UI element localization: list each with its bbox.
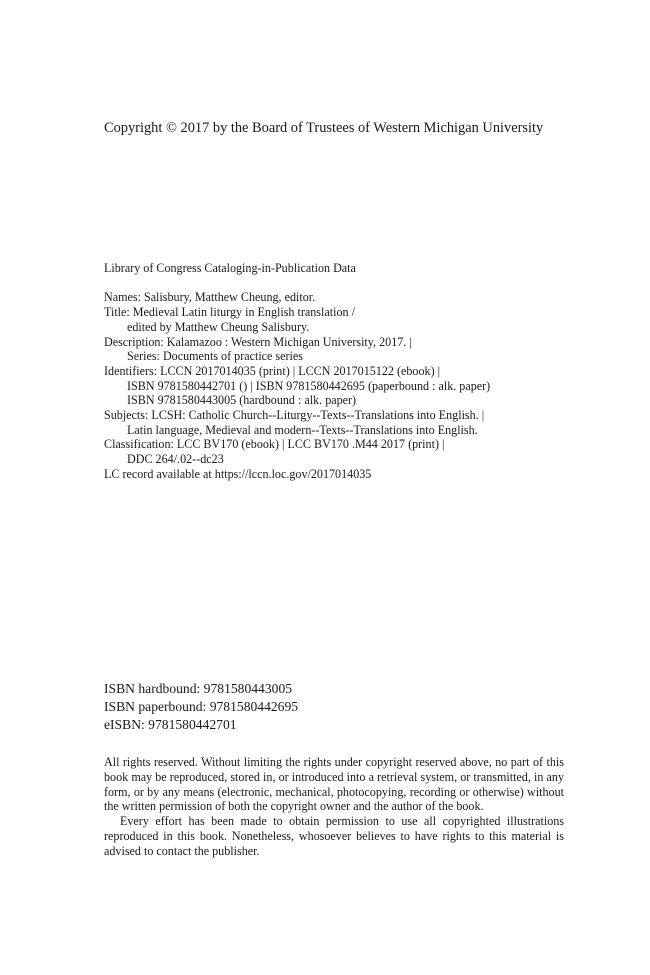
cip-identifiers: Identifiers: LCCN 2017014035 (print) | LCCN 2017015122 (ebook) | [104,363,441,378]
permissions-paragraph: Every effort has been made to obtain permission to use all copyrighted illustrations reproduced in this book. Nonetheless, whosoever believes to have rights to this material is advised to contact the publisher. [104,814,564,858]
rights-statement [104,755,564,859]
isbn-ebook: eISBN: 9781580442701 [104,717,237,732]
cip-subjects: Subjects: LCSH: Catholic Church--Liturgy--Texts--Translations into English. | [104,408,485,423]
cip-title-cont: edited by Matthew Cheung Salisbury. [127,319,310,334]
cip-description: Description: Kalamazoo : Western Michigan University, 2017. | [104,334,412,349]
cip-lc-record: LC record available at https://lccn.loc.gov/2017014035 [104,466,372,481]
cip-series: Series: Documents of practice series [127,349,303,364]
isbn-paperbound: ISBN paperbound: 9781580442695 [104,699,299,714]
cip-subjects-cont: Latin language, Medieval and modern--Texts--Translations into English. [127,422,478,437]
isbn-list [104,680,574,734]
copyright-notice: Copyright © 2017 by the Board of Trustees of Western Michigan University [104,120,544,136]
cip-classification: Classification: LCC BV170 (ebook) | LCC BV170 .M44 2017 (print) | [104,437,445,452]
cip-identifiers-cont: ISBN 9781580442701 () | ISBN 9781580442695 (paperbound : alk. paper) [127,378,491,393]
cip-heading: Library of Congress Cataloging-in-Publication Data [104,261,356,275]
cip-classification-cont: DDC 264/.02--dc23 [127,452,224,467]
cip-names: Names: Salisbury, Matthew Cheung, editor. [104,290,316,305]
cip-identifiers-cont-2: ISBN 9781580443005 (hardbound : alk. paper) [127,393,357,408]
cip-title: Title: Medieval Latin liturgy in English translation / [104,305,355,320]
cip-data-block [104,261,574,482]
isbn-hardbound: ISBN hardbound: 9781580443005 [104,681,293,696]
rights-paragraph: All rights reserved. Without limiting the rights under copyright reserved above, no part of this book may be reproduced, stored in, or introduced into a retrieval system, or transmitted, in any form, or by any means (electronic, mechanical, photocopying, recording or otherwise) without the written permission of both the copyright owner and the author of the book. [104,755,564,814]
